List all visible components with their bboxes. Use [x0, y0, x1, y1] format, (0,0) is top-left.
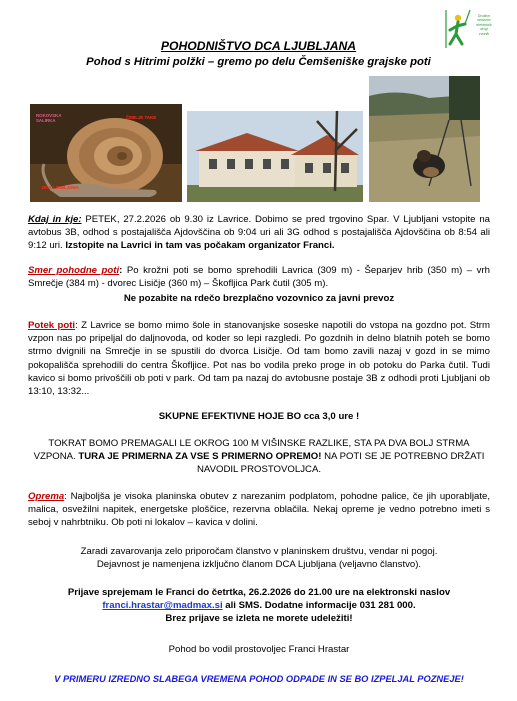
elevation-bold: TURA JE PRIMERNA ZA VSE S PRIMERNO OPREMO! — [78, 451, 322, 463]
route-text: Po krožni poti se bomo sprehodili Lavrica (309 m) - Šeparjev hrib (350 m) – vrh Smrečje (384 m) - dvorec Lisičje (360 m) – Škofljica Park čutil (305 m). — [28, 265, 490, 290]
snail-photo — [30, 104, 182, 202]
signup-line-2: ali SMS. Dodatne informacije 031 281 000. — [222, 600, 416, 612]
meeting-bold: Izstopite na Lavrici in tam vas počakam organizator Franci. — [65, 240, 335, 252]
weather-warning: V PRIMERU IZREDNO SLABEGA VREMENA POHOD ODPADE IN SE BO IZPELJAL POZNEJE! — [54, 674, 464, 684]
elevation-section — [28, 437, 490, 477]
snail-label-3: DCA LJUBLJANA — [42, 185, 79, 190]
route-colon: : — [119, 265, 123, 276]
manor-photo — [187, 111, 363, 202]
signup-line-3: Brez prijave se izleta ne morete udeležiti! — [165, 613, 353, 625]
path-label: Potek poti — [28, 320, 76, 331]
signup-section — [28, 586, 490, 626]
dog-photo — [369, 76, 480, 202]
manor-image — [187, 111, 363, 202]
email-link[interactable]: franci.hrastar@madmax.si — [102, 600, 223, 612]
path-section — [28, 319, 490, 398]
logo-text: Društvo seniorov elektronik drug zvonik — [476, 14, 492, 36]
route-section — [28, 264, 490, 290]
route-note: Ne pozabite na rdečo brezplačno vozovnico za javni prevoz — [123, 293, 395, 304]
insurance-section — [28, 545, 490, 571]
snail-label-2: ČEBLJE TAKE — [126, 115, 157, 120]
page-title: POHODNIŠTVO DCA LJUBLJANA — [160, 39, 357, 53]
meeting-text: PETEK, 27.2.2026 ob 9.30 iz Lavrice. Dobimo se pred trgovino Spar. V Ljubljani vstopite na avtobus 3B, odhod s postajališča Ajdovščina ob 9:04 uri ali 3G odhod s postajališča Ajdovščina ob 8:54 ali 9:12 uri. — [28, 214, 490, 252]
leader-line: Pohod bo vodil prostovoljec Franci Hrastar — [168, 644, 350, 655]
signup-line-1: Prijave sprejemam le Franci do četrtka, 26.2.2026 do 21.00 ure na elektronski naslov — [67, 587, 451, 598]
elevation-text-1: TOKRAT BOMO PREMAGALI LE OKROG 100 M VIŠINSKE RAZLIKE, STA PA DVA BOLJ STRMA VZPONA. — [33, 438, 470, 463]
equipment-label: Oprema — [28, 491, 65, 502]
dog-image — [369, 76, 480, 202]
equipment-text: : Najboljša je visoka planinska obutev z narezanim podplatom, pohodne palice, če jih uporabljate, malica, osvežilni napitek, energetske ploščice, rezervna oblačila. Nekaj opreme je vedno potrebno imeti s seboj v nahrbtniku. Ob poti ni lokalov – kavica v dolini. — [28, 491, 490, 529]
equipment-section — [28, 490, 490, 530]
route-label: Smer pohodne poti — [28, 265, 120, 276]
path-total: SKUPNE EFEKTIVNE HOJE BO cca 3,0 ure ! — [158, 411, 360, 422]
path-text: : Z Lavrice se bomo mimo šole in stanovanjske soseske napotili do vstopa na gozdno pot. Strm vzpon nas po pripeljal do daljnovoda, od koder so lepi razgledi. Po gozdnih in delno blatnih poteh se bomo strmo dvignili na Smrečje in se spustili do dvorca Lisičje. Od tam bomo zavili nazaj v gozd in se mimo pokopališča sprehodili do centra Škofljice. Pot nas bo vodila preko proge in ob potoku do Parka čutil. Tudi kavico si bomo privoščili ob poti v park. Od tam pa nazaj do avtobusne postaje 3B z odhodi proti Ljubljani ob 13:10, 13:32... — [28, 320, 490, 398]
page-subtitle: Pohod s Hitrimi polžki – gremo po delu Čemšeniške grajske poti — [86, 56, 431, 68]
snail-label-1: ROKOVSKA SALIRKA — [36, 113, 62, 123]
meeting-section — [28, 213, 490, 253]
insurance-line-1: Zaradi zavarovanja zelo priporočam članstvo v planinskem društvu, vendar ni pogoj. — [80, 546, 438, 557]
elevation-text-2: NA POTI SE JE POTREBNO DRŽATI NAVODIL PROSTOVOLJCA. — [196, 451, 485, 476]
meeting-label: Kdaj in kje: — [28, 214, 82, 225]
insurance-line-2: Dejavnost je namenjena izključno članom DCA Ljubljana (veljavno članstvo). — [96, 559, 422, 571]
